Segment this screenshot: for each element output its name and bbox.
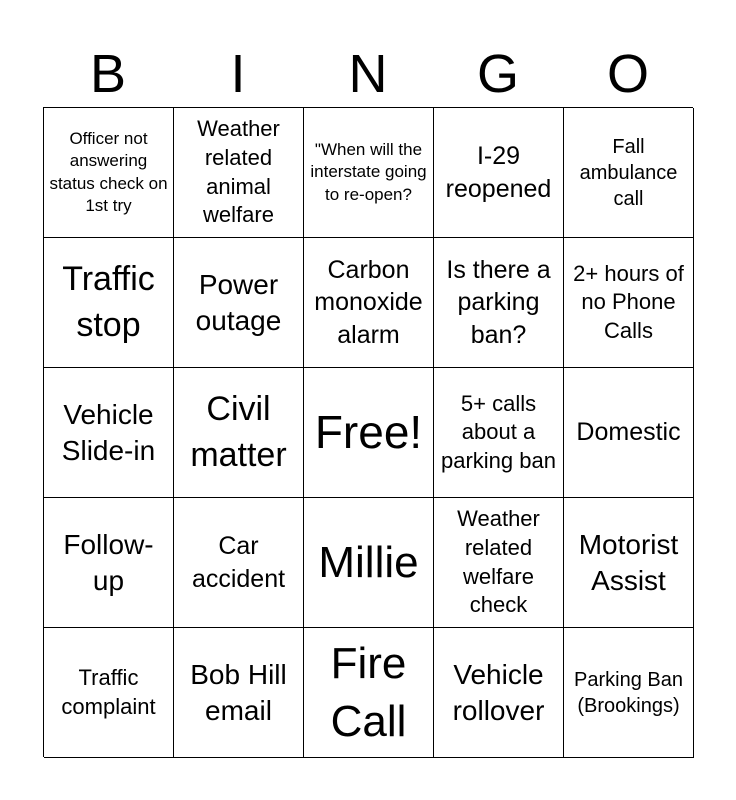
bingo-cell-r1-c4[interactable] bbox=[564, 238, 694, 368]
cell-text: Civil matter bbox=[190, 389, 287, 474]
bingo-cell-r4-c4[interactable] bbox=[564, 628, 694, 758]
cell-text: Traffic stop bbox=[62, 259, 155, 344]
bingo-cell-r0-c0[interactable] bbox=[44, 108, 174, 238]
cell-text: Officer not answering status check on 1st try bbox=[49, 129, 168, 215]
cell-text: 2+ hours of no Phone Calls bbox=[573, 260, 684, 343]
cell-text: Vehicle rollover bbox=[452, 658, 545, 726]
bingo-cell-free[interactable] bbox=[304, 368, 434, 498]
bingo-cell-r1-c0[interactable] bbox=[44, 238, 174, 368]
bingo-cell-r4-c3[interactable] bbox=[434, 628, 564, 758]
cell-text: Parking Ban (Brookings) bbox=[574, 668, 683, 717]
cell-text: 5+ calls about a parking ban bbox=[441, 390, 556, 473]
bingo-cell-r1-c1[interactable] bbox=[174, 238, 304, 368]
bingo-cell-r3-c2[interactable] bbox=[304, 498, 434, 628]
bingo-cell-r2-c0[interactable] bbox=[44, 368, 174, 498]
bingo-cell-r0-c4[interactable] bbox=[564, 108, 694, 238]
cell-text: Car accident bbox=[191, 532, 286, 593]
bingo-cell-r0-c3[interactable] bbox=[434, 108, 564, 238]
cell-text: Free! bbox=[314, 405, 423, 458]
bingo-cell-r0-c2[interactable] bbox=[304, 108, 434, 238]
cell-text: Is there a parking ban? bbox=[446, 255, 551, 349]
cell-text: Bob Hill email bbox=[190, 658, 287, 726]
cell-text: "When will the interstate going to re-open? bbox=[310, 140, 427, 204]
bingo-cell-r1-c3[interactable] bbox=[434, 238, 564, 368]
bingo-cell-r3-c4[interactable] bbox=[564, 498, 694, 628]
cell-text: Carbon monoxide alarm bbox=[314, 255, 423, 349]
bingo-cell-r3-c0[interactable] bbox=[44, 498, 174, 628]
bingo-cell-r4-c0[interactable] bbox=[44, 628, 174, 758]
cell-text: Fire Call bbox=[330, 639, 407, 746]
header-letter-g: G bbox=[476, 44, 519, 104]
bingo-cell-r1-c2[interactable] bbox=[304, 238, 434, 368]
bingo-cell-r2-c4[interactable] bbox=[564, 368, 694, 498]
bingo-cell-r3-c1[interactable] bbox=[174, 498, 304, 628]
cell-text: Weather related welfare check bbox=[457, 506, 540, 618]
cell-text: Vehicle Slide-in bbox=[61, 398, 156, 466]
header-letter-b: B bbox=[89, 44, 127, 104]
cell-text: Follow-up bbox=[63, 528, 154, 596]
cell-text: Millie bbox=[318, 537, 419, 587]
bingo-cell-r2-c3[interactable] bbox=[434, 368, 564, 498]
cell-text: Fall ambulance call bbox=[579, 135, 678, 210]
bingo-cell-r3-c3[interactable] bbox=[434, 498, 564, 628]
header-letter-i: I bbox=[230, 44, 246, 104]
header-letter-n: N bbox=[348, 44, 388, 104]
bingo-board bbox=[43, 107, 693, 757]
cell-text: Domestic bbox=[576, 418, 681, 447]
cell-text: Power outage bbox=[195, 268, 282, 336]
bingo-cell-r4-c2[interactable] bbox=[304, 628, 434, 758]
cell-text: Motorist Assist bbox=[578, 528, 679, 596]
cell-text: I-29 reopened bbox=[445, 142, 552, 203]
bingo-header bbox=[43, 40, 693, 108]
bingo-cell-r2-c1[interactable] bbox=[174, 368, 304, 498]
cell-text: Weather related animal welfare bbox=[197, 116, 280, 228]
bingo-cell-r0-c1[interactable] bbox=[174, 108, 304, 238]
header-letter-o: O bbox=[606, 44, 649, 104]
bingo-cell-r4-c1[interactable] bbox=[174, 628, 304, 758]
cell-text: Traffic complaint bbox=[61, 664, 156, 719]
